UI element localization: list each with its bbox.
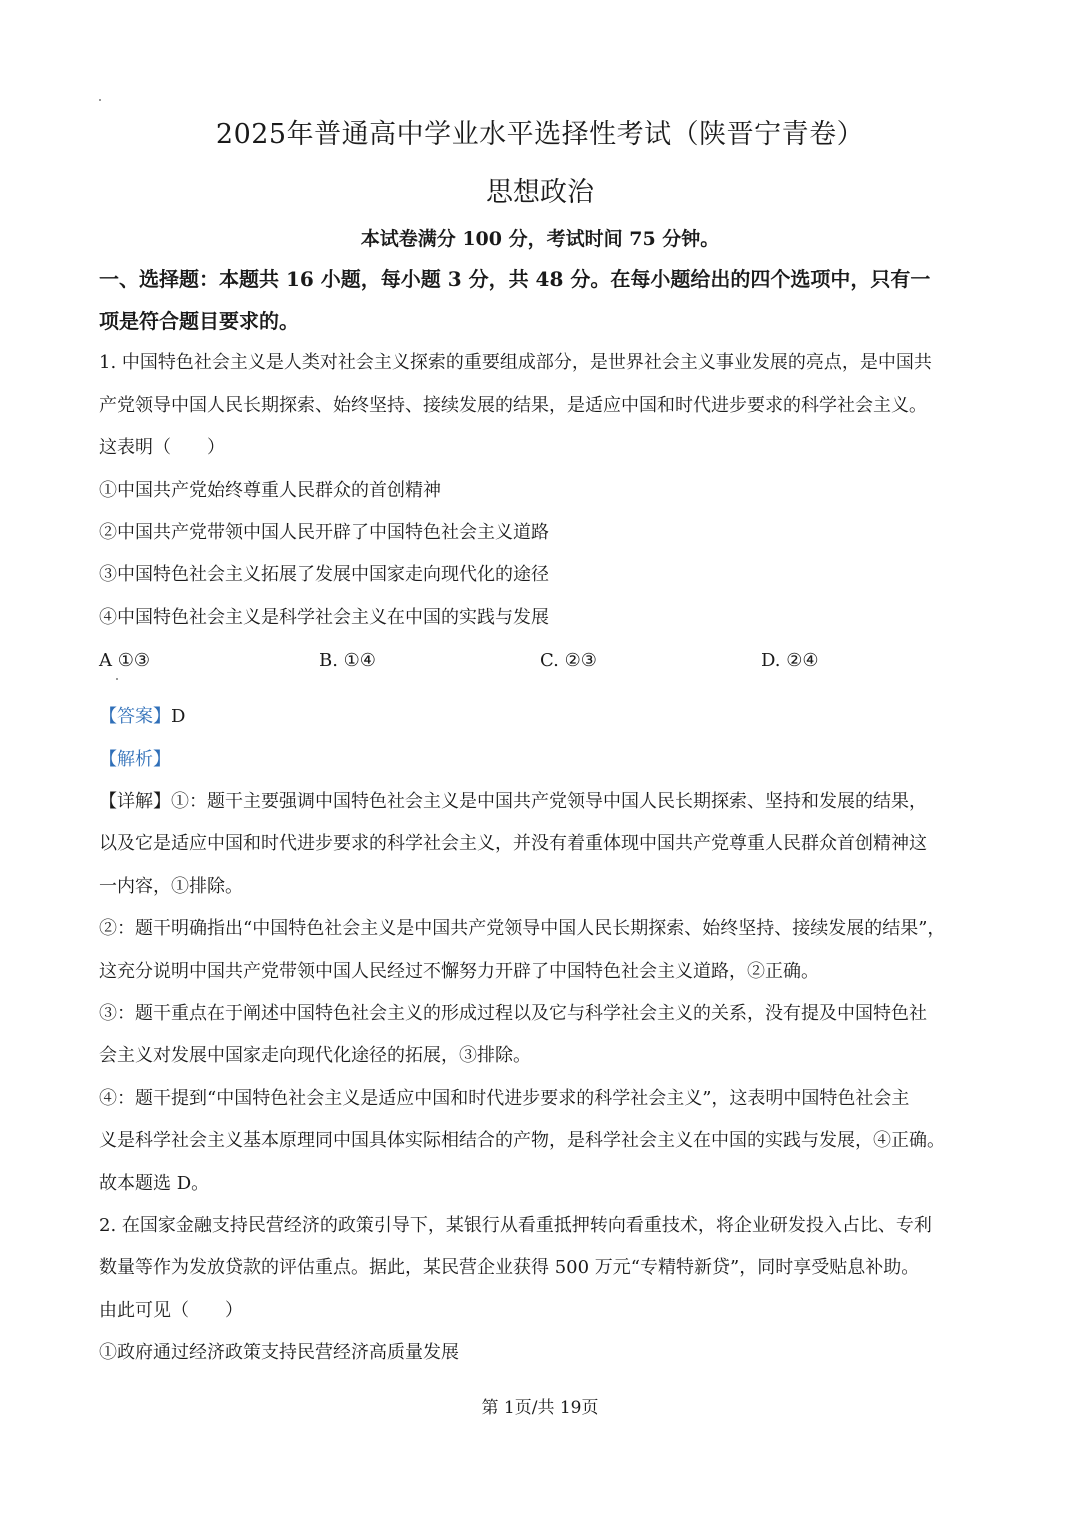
q1-detail-line: 会主义对发展中国家走向现代化途径的拓展，③排除。 xyxy=(99,1045,531,1066)
q1-option-a: A ①③ xyxy=(99,650,150,671)
section-heading-line-1: 一、选择题：本题共 16 小题，每小题 3 分，共 48 分。在每小题给出的四个选项中，只有一 xyxy=(99,267,931,291)
section-heading-line-2: 项是符合题目要求的。 xyxy=(99,309,299,333)
q2-stem-line: 由此可见（ ） xyxy=(99,1300,243,1321)
q1-option-d: D. ②④ xyxy=(761,650,819,671)
q1-statement: ④中国特色社会主义是科学社会主义在中国的实践与发展 xyxy=(99,607,549,628)
q1-detail-line: 一内容，①排除。 xyxy=(99,876,243,897)
answer-value: D xyxy=(171,706,186,727)
q1-detail-line xyxy=(99,791,989,813)
q2-stem-line: 2. 在国家金融支持民营经济的政策引导下，某银行从看重抵押转向看重技术，将企业研发投入占比、专利 xyxy=(99,1215,932,1236)
q1-detail-line: 故本题选 D。 xyxy=(99,1173,210,1194)
q1-detail-line: 以及它是适应中国和时代进步要求的科学社会主义，并没有着重体现中国共产党尊重人民群众首创精神这 xyxy=(99,833,927,854)
q1-detail-line: ②：题干明确指出“中国特色社会主义是中国共产党领导中国人民长期探索、始终坚持、接续发展的结果”， xyxy=(99,918,946,939)
q1-stem-line: 这表明（ ） xyxy=(99,437,225,458)
exam-title: 2025年普通高中学业水平选择性考试（陕晋宁青卷） xyxy=(215,119,865,150)
detail-tag: 【详解】 xyxy=(99,791,171,812)
q1-statement: ③中国特色社会主义拓展了发展中国家走向现代化的途径 xyxy=(99,564,549,585)
scan-speck xyxy=(99,99,101,101)
scan-speck xyxy=(116,678,118,680)
q1-option-c: C. ②③ xyxy=(540,650,597,671)
q1-answer xyxy=(99,706,989,728)
q2-stem-line: 数量等作为发放贷款的评估重点。据此，某民营企业获得 500 万元“专精特新贷”，同时享受贴息补助。 xyxy=(99,1257,920,1278)
q1-detail-line: 这充分说明中国共产党带领中国人民经过不懈努力开辟了中国特色社会主义道路，②正确。 xyxy=(99,961,819,982)
analysis-tag: 【解析】 xyxy=(99,749,171,770)
q1-statement: ①中国共产党始终尊重人民群众的首创精神 xyxy=(99,480,441,501)
q1-statement: ②中国共产党带领中国人民开辟了中国特色社会主义道路 xyxy=(99,522,549,543)
q1-option-b: B. ①④ xyxy=(319,650,376,671)
subject-title: 思想政治 xyxy=(486,177,594,208)
page-footer: 第 1页/共 19页 xyxy=(481,1398,599,1418)
q1-detail-line: ③：题干重点在于阐述中国特色社会主义的形成过程以及它与科学社会主义的关系，没有提及中国特色社 xyxy=(99,1003,927,1024)
q1-detail-line: ④：题干提到“中国特色社会主义是适应中国和时代进步要求的科学社会主义”，这表明中国特色社会主 xyxy=(99,1088,910,1109)
q1-detail-line: 义是科学社会主义基本原理同中国具体实际相结合的产物，是科学社会主义在中国的实践与发展，④正确。 xyxy=(99,1130,945,1151)
q1-stem-line: 1. 中国特色社会主义是人类对社会主义探索的重要组成部分，是世界社会主义事业发展的亮点，是中国共 xyxy=(99,352,932,373)
detail-text: ①：题干主要强调中国特色社会主义是中国共产党领导中国人民长期探索、坚持和发展的结果， xyxy=(171,791,927,812)
answer-tag: 【答案】 xyxy=(99,706,171,727)
score-time-line: 本试卷满分 100 分，考试时间 75 分钟。 xyxy=(360,228,720,250)
q2-statement: ①政府通过经济政策支持民营经济高质量发展 xyxy=(99,1342,459,1363)
q1-stem-line: 产党领导中国人民长期探索、始终坚持、接续发展的结果，是适应中国和时代进步要求的科学社会主义。 xyxy=(99,395,927,416)
